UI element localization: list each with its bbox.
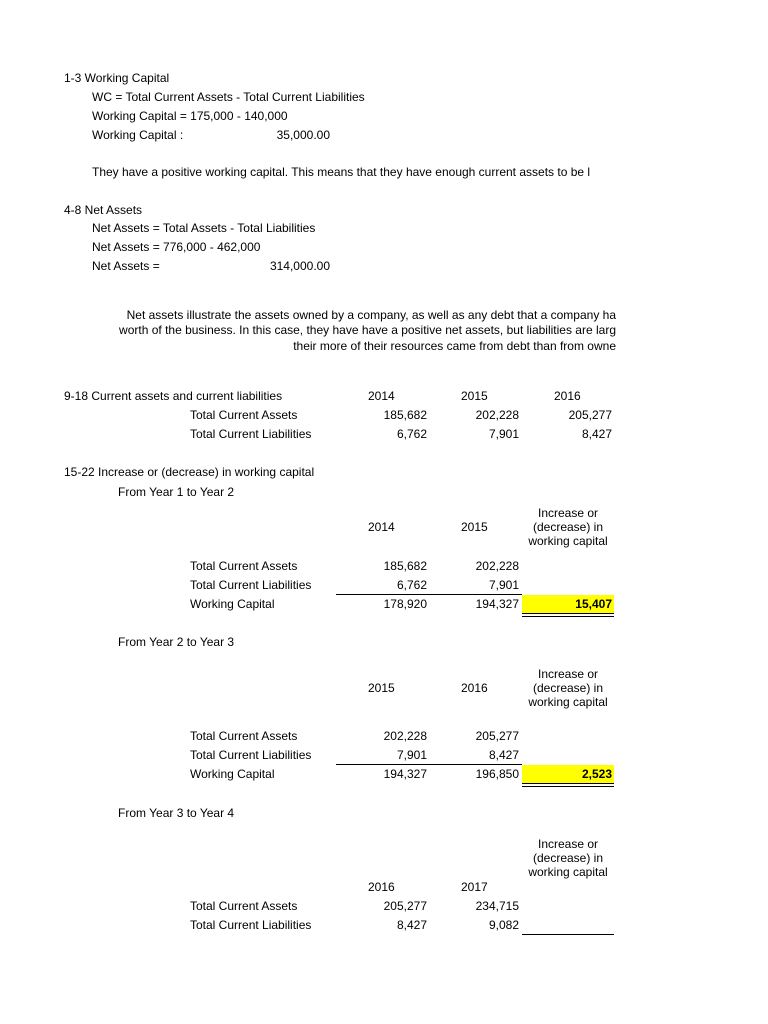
wc-calculation: Working Capital = 175,000 - 140,000 [92, 109, 288, 123]
row-label: Total Current Assets [190, 899, 298, 913]
year-header: 2015 [368, 681, 395, 695]
section-title-current-assets-liabilities: 9-18 Current assets and current liabilities [64, 389, 283, 403]
row-label: Working Capital [190, 597, 275, 611]
row-label: Total Current Liabilities [190, 427, 312, 441]
block-subtitle: From Year 3 to Year 4 [118, 806, 235, 820]
wc-note: They have a positive working capital. This means that they have enough current assets to be l [92, 165, 591, 179]
cell-value: 196,850 [475, 767, 519, 781]
cell-value: 6,762 [396, 427, 427, 441]
row-label: Total Current Assets [190, 559, 298, 573]
year-header: 2014 [368, 389, 395, 403]
cell-value: 178,920 [383, 597, 427, 611]
cell-value: 202,228 [383, 729, 427, 743]
change-value: 2,523 [581, 767, 612, 781]
na-formula: Net Assets = Total Assets - Total Liabilities [92, 221, 316, 235]
year-header: 2015 [461, 520, 488, 534]
change-column-header: Increase or (decrease) in working capital [528, 667, 608, 709]
block-subtitle: From Year 2 to Year 3 [118, 635, 235, 649]
na-note-line-3: their more of their resources came from debt than from owne [293, 339, 616, 353]
double-underline [522, 613, 614, 617]
cell-value: 7,901 [396, 748, 427, 762]
cell-value: 194,327 [475, 597, 519, 611]
na-result-label: Net Assets = [92, 259, 160, 273]
cell-value: 7,901 [488, 427, 519, 441]
cell-value: 185,682 [383, 559, 427, 573]
cell-value: 6,762 [396, 578, 427, 592]
section-title-working-capital: 1-3 Working Capital [64, 71, 170, 85]
cell-value: 8,427 [581, 427, 612, 441]
row-label: Total Current Assets [190, 729, 298, 743]
cell-value: 205,277 [383, 899, 427, 913]
na-result-value: 314,000.00 [269, 259, 330, 273]
block-subtitle: From Year 1 to Year 2 [118, 485, 235, 499]
cell-value: 9,082 [488, 918, 519, 932]
year-header: 2014 [368, 520, 395, 534]
cell-value: 8,427 [396, 918, 427, 932]
cell-value: 202,228 [475, 559, 519, 573]
row-label: Working Capital [190, 767, 275, 781]
subtotal-rule [522, 934, 614, 935]
cell-value: 185,682 [383, 408, 427, 422]
double-underline [522, 783, 614, 787]
change-value: 15,407 [575, 597, 612, 611]
section-title-net-assets: 4-8 Net Assets [64, 203, 143, 217]
row-label: Total Current Liabilities [190, 748, 312, 762]
section-title-change-in-working-capital: 15-22 Increase or (decrease) in working capital [64, 465, 315, 479]
row-label: Total Current Liabilities [190, 918, 312, 932]
cell-value: 8,427 [488, 748, 519, 762]
row-label: Total Current Assets [190, 408, 298, 422]
cell-value: 202,228 [475, 408, 519, 422]
year-header: 2016 [368, 880, 395, 894]
cell-value: 194,327 [383, 767, 427, 781]
year-header: 2016 [461, 681, 488, 695]
wc-formula: WC = Total Current Assets - Total Current Liabilities [92, 90, 365, 104]
cell-value: 7,901 [488, 578, 519, 592]
year-header: 2017 [461, 880, 488, 894]
cell-value: 205,277 [568, 408, 612, 422]
year-header: 2015 [461, 389, 488, 403]
na-note-line-1: Net assets illustrate the assets owned by a company, as well as any debt that a company ha [126, 308, 616, 322]
change-column-header: Increase or (decrease) in working capital [528, 837, 608, 879]
na-note-line-2: worth of the business. In this case, they have have a positive net assets, but liabilities are larg [119, 323, 616, 337]
row-label: Total Current Liabilities [190, 578, 312, 592]
subtotal-rule [336, 764, 522, 765]
subtotal-rule [336, 594, 522, 595]
year-header: 2016 [554, 389, 581, 403]
wc-result-label: Working Capital : [92, 128, 184, 142]
cell-value: 205,277 [475, 729, 519, 743]
cell-value: 234,715 [475, 899, 519, 913]
na-calculation: Net Assets = 776,000 - 462,000 [92, 240, 261, 254]
change-column-header: Increase or (decrease) in working capital [528, 506, 608, 548]
wc-result-value: 35,000.00 [276, 128, 330, 142]
